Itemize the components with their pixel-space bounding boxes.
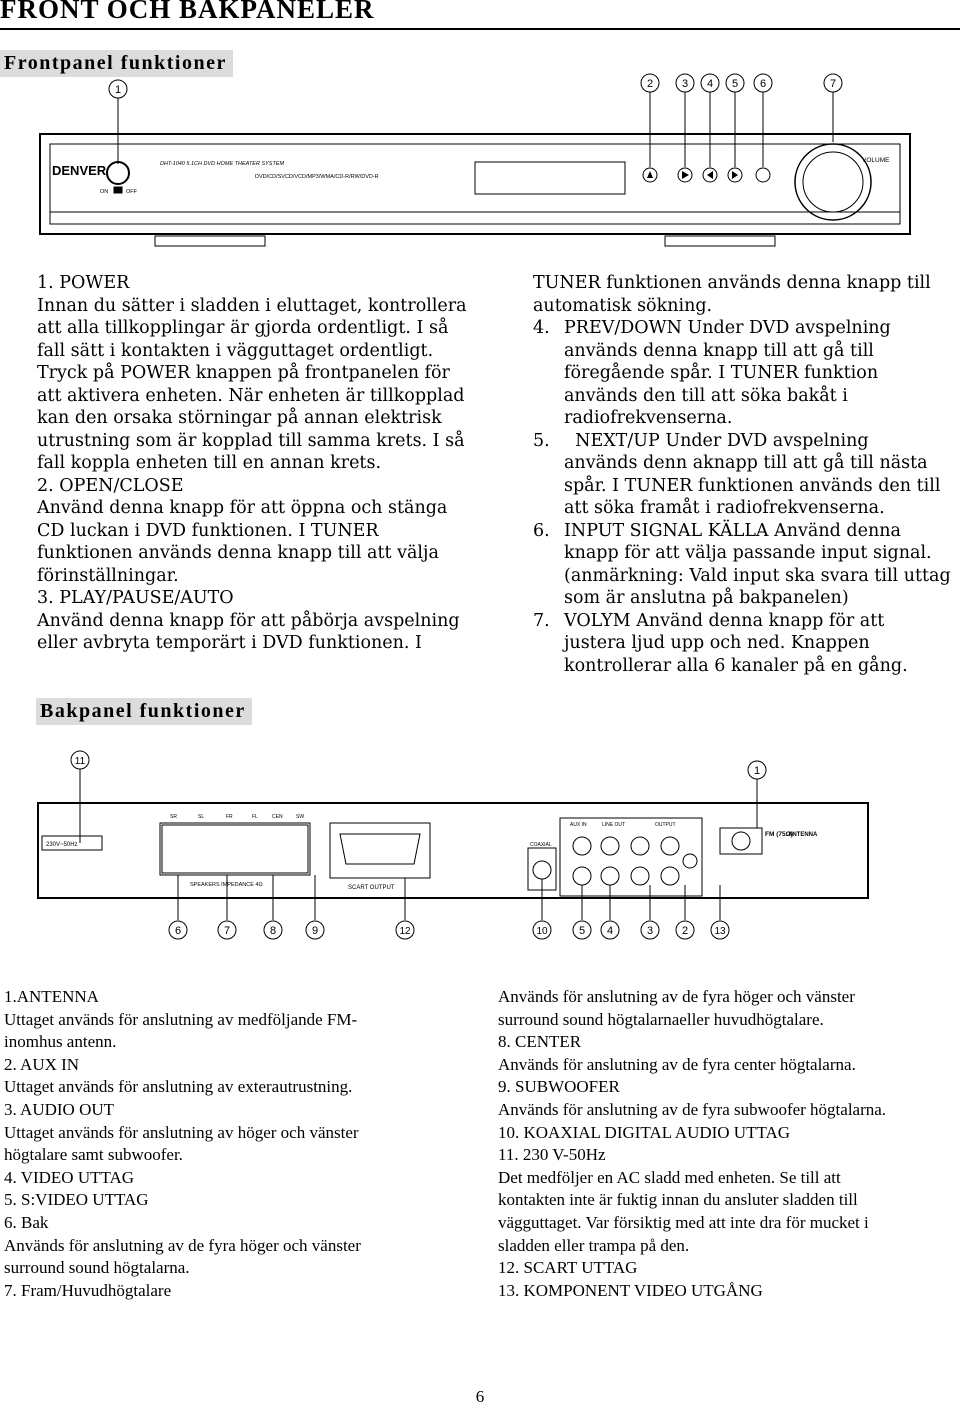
- terminal-sw-label: SW: [296, 814, 305, 820]
- speaker-impedance-label: SPEAKERS IMPEDANCE 4Ω: [190, 882, 263, 888]
- svg-text:8: 8: [269, 925, 277, 937]
- text-line: 4. VIDEO UTTAG: [4, 1167, 135, 1187]
- callout-1: [109, 80, 127, 164]
- callout-3-back: [641, 885, 659, 939]
- terminal-sl-label: SL: [198, 814, 205, 820]
- text-line: INPUT SIGNAL KÄLLA Använd denna: [564, 520, 901, 541]
- text-line: vägguttaget. Var försiktig med att inte dra för mucket i: [498, 1212, 869, 1232]
- formats-text: DVD/CD/SVCD/VCD/MP3/WMA/CD-R/RW/DVD-R: [255, 174, 379, 180]
- back-panel-diagram: [30, 748, 910, 943]
- brand-logo: DENVER: [52, 163, 107, 178]
- antenna-label: ANTENNA: [788, 832, 818, 838]
- back-left-column: [4, 986, 474, 1302]
- svg-text:2: 2: [646, 78, 654, 90]
- callout-10-back: [533, 879, 551, 939]
- text-line: 9. SUBWOOFER: [498, 1077, 620, 1097]
- list-item: [533, 317, 958, 340]
- front-left-column: [37, 272, 487, 655]
- text-line: surround sound högtalarna.: [4, 1258, 190, 1278]
- text-line: 2. AUX IN: [4, 1054, 80, 1074]
- text-line: att alla tillkopplingar är gjorda ordentligt. I så: [37, 318, 449, 338]
- text-line: Använd denna knapp för att öppna och stänga: [37, 498, 448, 518]
- svg-text:11: 11: [74, 756, 86, 767]
- callout-2-back: [676, 885, 694, 939]
- callout-8-back: [264, 875, 282, 939]
- callout-5-back: [573, 885, 591, 939]
- speaker-terminals: [160, 823, 310, 875]
- terminal-fl-label: FL: [252, 814, 258, 820]
- svg-text:5: 5: [731, 78, 739, 90]
- text-line: att söka framåt i radiofrekvenserna.: [564, 498, 885, 518]
- callout-9-back: [306, 875, 324, 939]
- text-line: används denn aknapp till att gå till nästa: [564, 453, 928, 473]
- page-title: FRONT OCH BAKPANELER: [0, 0, 960, 30]
- text-line: föregående spår. I TUNER funktion: [564, 363, 879, 383]
- display-window: [475, 162, 625, 194]
- text-line: (anmärkning: Vald input ska svara till uttag: [564, 565, 951, 586]
- text-line: 3. PLAY/PAUSE/AUTO: [37, 588, 234, 608]
- svg-text:7: 7: [223, 925, 231, 937]
- front-panel-diagram: [30, 72, 920, 257]
- text-line: Det medföljer en AC sladd med enheten. Se till att: [498, 1167, 841, 1187]
- text-line: PREV/DOWN Under DVD avspelning: [564, 318, 891, 338]
- callout-6: [754, 74, 772, 167]
- text-line: surround sound högtalarnaeller huvudhögtalare.: [498, 1009, 824, 1029]
- scart-label: SCART OUTPUT: [348, 885, 395, 891]
- svg-text:3: 3: [681, 78, 689, 90]
- text-line: 10. KOAXIAL DIGITAL AUDIO UTTAG: [498, 1122, 791, 1142]
- back-right-column: [498, 986, 958, 1302]
- text-line: 2. OPEN/CLOSE: [37, 475, 184, 496]
- text-line: utrustning som är kopplad till samma krets. I så: [37, 430, 465, 451]
- volume-knob: [795, 144, 871, 220]
- text-line: 1. POWER: [37, 273, 130, 293]
- text-line: kontrollerar alla 6 kanaler på en gång.: [564, 655, 908, 676]
- svg-text:4: 4: [706, 78, 714, 90]
- text-line: knapp för att välja passande input signal.: [564, 543, 932, 563]
- text-line: NEXT/UP Under DVD avspelning: [564, 430, 869, 451]
- text-line: 6. Bak: [4, 1212, 49, 1232]
- text-line: Används för anslutning av de fyra subwoofer högtalarna.: [498, 1099, 887, 1119]
- svg-text:12: 12: [399, 926, 411, 937]
- svg-text:6: 6: [759, 78, 767, 90]
- text-line: Används för anslutning av de fyra höger och vänster: [4, 1235, 361, 1255]
- text-line: Uttaget används för anslutning av medföljande FM-: [4, 1009, 358, 1029]
- text-line: Använd denna knapp för att påbörja avspelning: [37, 610, 460, 631]
- text-line: radiofrekvenserna.: [564, 408, 733, 428]
- svg-text:13: 13: [714, 926, 726, 937]
- terminal-fr-label: FR: [226, 814, 233, 820]
- text-line: fall sätt i kontakten i vägguttaget ordentligt.: [37, 340, 434, 361]
- text-line: används den till att söka bakåt i: [564, 385, 848, 406]
- text-line: inomhus antenn.: [4, 1032, 117, 1052]
- callout-11: [71, 751, 89, 843]
- back-panel-heading: Bakpanel funktioner: [36, 698, 252, 725]
- text-line: Uttaget används för anslutning av exterautrustning.: [4, 1077, 353, 1097]
- text-line: Innan du sätter i sladden i eluttaget, kontrollera: [37, 295, 467, 316]
- text-line: funktionen används denna knapp till att välja: [37, 543, 439, 563]
- text-line: justera ljud upp och ned. Knappen: [564, 633, 870, 653]
- callout-1-back: [748, 761, 766, 828]
- text-line: VOLYM Använd denna knapp för att: [564, 610, 885, 631]
- list-item: [533, 610, 958, 633]
- svg-text:2: 2: [681, 925, 689, 937]
- page-number: 6: [475, 1387, 485, 1406]
- text-line: eller avbryta temporärt i DVD funktionen. I: [37, 633, 422, 653]
- text-line: automatisk sökning.: [533, 295, 713, 316]
- text-line: Uttaget används för anslutning av höger och vänster: [4, 1122, 359, 1142]
- svg-text:9: 9: [311, 925, 319, 937]
- svg-text:1: 1: [753, 765, 761, 777]
- voltage-label: 230V~50Hz: [46, 842, 78, 848]
- model-text: DHT-1040 5.1CH DVD HOME THEATER SYSTEM: [160, 161, 285, 167]
- callout-2: [641, 74, 659, 167]
- item-number: 7.: [533, 610, 550, 631]
- text-line: Används för anslutning av de fyra center högtalarna.: [498, 1054, 856, 1074]
- callout-5: [726, 74, 744, 167]
- list-item: [533, 430, 958, 453]
- callout-6-back: [169, 875, 187, 939]
- text-line: 8. CENTER: [498, 1032, 582, 1052]
- callout-3: [676, 74, 694, 167]
- item-number: 4.: [533, 318, 550, 338]
- text-line: högtalare samt subwoofer.: [4, 1145, 183, 1165]
- text-line: sladden eller trampa på den.: [498, 1235, 690, 1255]
- text-line: 3. AUDIO OUT: [4, 1099, 115, 1119]
- svg-text:10: 10: [536, 926, 548, 937]
- text-line: att aktivera enheten. När enheten är tillkopplad: [37, 385, 465, 406]
- list-item: [533, 520, 958, 543]
- front-right-column: [533, 272, 958, 677]
- text-line: TUNER funktionen används denna knapp till: [533, 273, 931, 293]
- svg-text:5: 5: [578, 925, 586, 937]
- text-line: 12. SCART UTTAG: [498, 1258, 638, 1278]
- volume-label: VOLUME: [862, 157, 890, 164]
- power-off-label: OFF: [126, 189, 137, 195]
- svg-text:3: 3: [646, 925, 654, 937]
- svg-text:4: 4: [606, 925, 614, 937]
- callout-13-back: [711, 885, 729, 939]
- output-label: OUTPUT: [655, 822, 676, 828]
- power-button: [107, 162, 129, 184]
- terminal-sr-label: SR: [170, 814, 177, 820]
- text-line: 7. Fram/Huvudhögtalare: [4, 1280, 172, 1300]
- text-line: 1.ANTENNA: [4, 987, 99, 1006]
- text-line: Används för anslutning av de fyra höger och vänster: [498, 987, 855, 1006]
- svg-text:6: 6: [174, 925, 182, 937]
- front-panel-heading: Frontpanel funktioner: [0, 50, 233, 77]
- fm-label: FM (75Ω): [765, 831, 793, 838]
- text-line: Tryck på POWER knappen på frontpanelen för: [37, 363, 450, 383]
- input-button: [756, 168, 770, 182]
- text-line: 13. KOMPONENT VIDEO UTGÅNG: [498, 1280, 763, 1300]
- aux-label: AUX IN: [570, 822, 587, 828]
- av-jack-panel: [560, 818, 702, 896]
- text-line: som är anslutna på bakpanelen): [564, 588, 849, 608]
- coaxial-label: COAXIAL: [530, 842, 552, 848]
- text-line: fall koppla enheten till en annan krets.: [37, 453, 382, 473]
- callout-7: [824, 74, 842, 142]
- power-on-label: ON: [100, 189, 109, 195]
- callout-4-back: [601, 885, 619, 939]
- callout-12-back: [396, 878, 414, 939]
- scart-connector: [330, 823, 430, 878]
- text-line: kontakten inte är fuktig innan du ansluter sladden till: [498, 1190, 858, 1210]
- item-number: 5.: [533, 430, 550, 451]
- terminal-cen-label: CEN: [272, 814, 283, 820]
- callout-4: [701, 74, 719, 167]
- text-line: 5. S:VIDEO UTTAG: [4, 1190, 149, 1210]
- text-line: används denna knapp till att gå till: [564, 340, 874, 361]
- text-line: förinställningar.: [37, 565, 179, 586]
- svg-text:7: 7: [829, 78, 837, 90]
- text-line: 11. 230 V-50Hz: [498, 1145, 606, 1165]
- text-line: kan den orsaka störningar på annan elektrisk: [37, 408, 442, 428]
- item-number: 6.: [533, 520, 550, 541]
- text-line: spår. I TUNER funktionen används den till: [564, 475, 941, 496]
- svg-text:1: 1: [114, 84, 122, 96]
- text-line: CD luckan i DVD funktionen. I TUNER: [37, 520, 379, 541]
- lineout-label: LINE OUT: [602, 822, 626, 828]
